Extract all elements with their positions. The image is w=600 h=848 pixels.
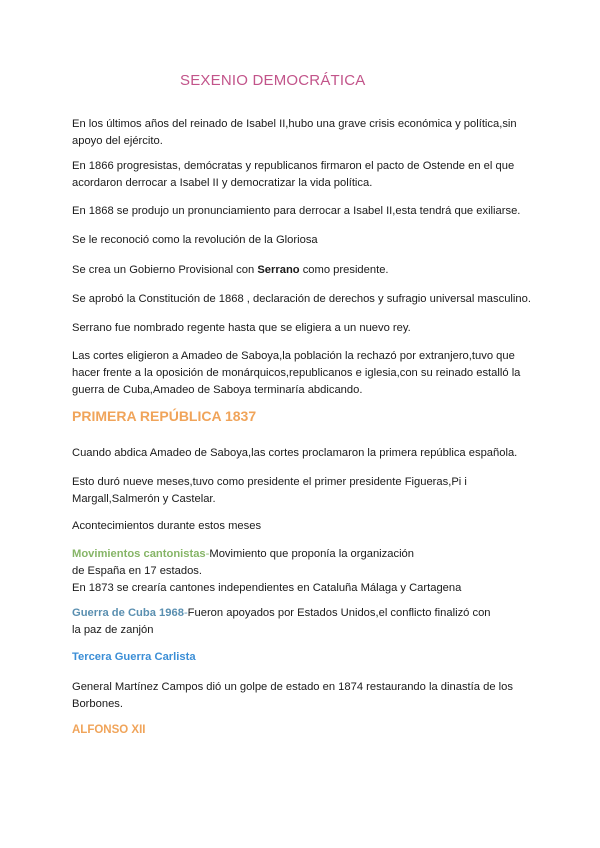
paragraph-crisis: En los últimos años del reinado de Isabel II,hubo una grave crisis económica y política,sin apoyo del ejército. [72, 118, 517, 147]
paragraph-amadeo: Las cortes eligieron a Amadeo de Saboya,la población la rechazó por extranjero,tuvo que hacer frente a la oposición de monárquicos,republicanos e iglesia,con su reinado estalló la guerra de Cuba,Amadeo de Saboya terminaría abdicando. [72, 350, 521, 396]
text-segment: la paz de zanjón [72, 624, 154, 636]
paragraph-presidentes: Esto duró nueve meses,tuvo como presidente el primer presidente Figueras,Pi i Margall,Salmerón y Castelar. [72, 476, 467, 505]
paragraph-abdica: Cuando abdica Amadeo de Saboya,las cortes proclamaron la primera república española. [72, 447, 518, 459]
text-segment: Fueron apoyados por Estados Unidos,el conflicto finalizó con [187, 607, 491, 619]
text-segment: de España en 17 estados. [72, 565, 203, 577]
document-title: SEXENIO DEMOCRÁTICA [180, 72, 366, 89]
text-segment: Se crea un Gobierno Provisional con [72, 264, 258, 276]
term-movimientos-cantonistas: Movimientos cantonistas [72, 548, 206, 560]
term-guerra-de-cuba: Guerra de Cuba 1968 [72, 607, 184, 619]
paragraph-acontecimientos: Acontecimientos durante estos meses [72, 520, 262, 532]
paragraph-gobierno-provisional [72, 262, 532, 279]
text-segment: como presidente. [299, 264, 389, 276]
item-guerra-de-cuba [72, 605, 552, 639]
section-heading-primera-republica: PRIMERA REPÚBLICA 1837 [72, 408, 257, 424]
text-segment: Movimiento que proponía la organización [209, 548, 414, 560]
paragraph-martinez-campos: General Martínez Campos dió un golpe de estado en 1874 restaurando la dinastía de los Borbones. [72, 681, 513, 710]
paragraph-ostende: En 1866 progresistas, demócratas y republicanos firmaron el pacto de Ostende en el que acordaron derrocar a Isabel II y democratizar la vida política. [72, 160, 515, 189]
term-dash: - [205, 548, 210, 560]
paragraph-regente: Serrano fue nombrado regente hasta que se eligiera a un nuevo rey. [72, 322, 411, 334]
term-dash: - [183, 607, 188, 619]
paragraph-gloriosa: Se le reconoció como la revolución de la Gloriosa [72, 234, 318, 246]
paragraph-pronunciamiento: En 1868 se produjo un pronunciamiento para derrocar a Isabel II,esta tendrá que exiliarse. [72, 205, 521, 217]
item-movimientos-cantonistas [72, 546, 552, 597]
item-tercera-guerra-carlista: Tercera Guerra Carlista [72, 651, 196, 663]
text-segment: En 1873 se crearía cantones independientes en Cataluña Málaga y Cartagena [72, 582, 462, 594]
bold-name-serrano: Serrano [257, 264, 300, 276]
section-heading-alfonso-xii: ALFONSO XII [72, 724, 146, 736]
paragraph-constitucion: Se aprobó la Constitución de 1868 , declaración de derechos y sufragio universal masculino. [72, 293, 531, 305]
